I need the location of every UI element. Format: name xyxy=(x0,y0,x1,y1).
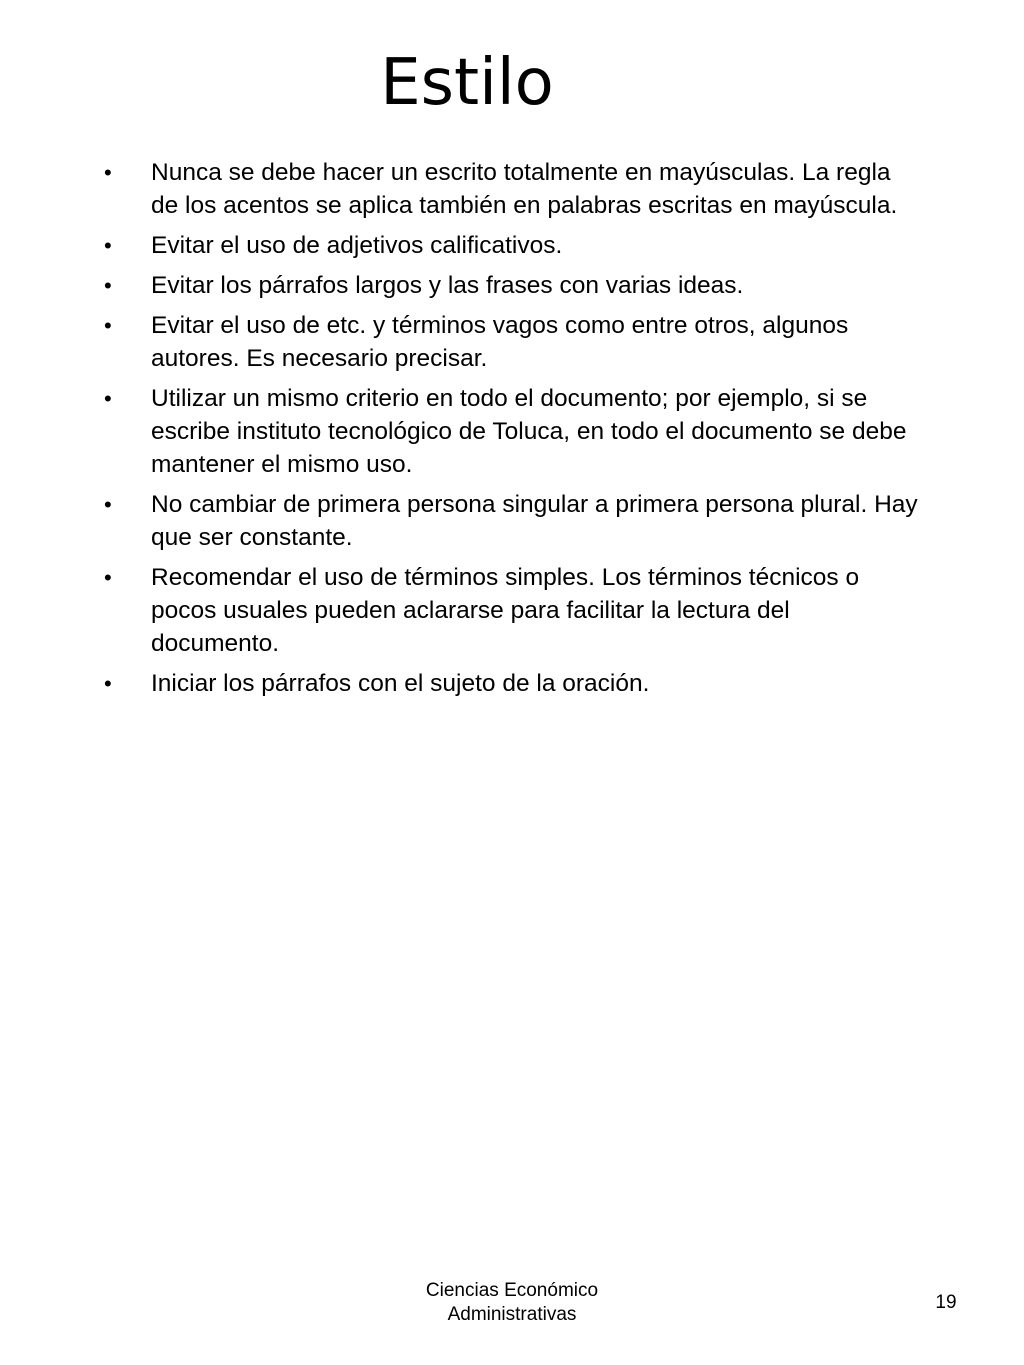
bullet-item-3 xyxy=(100,269,920,302)
footer-text xyxy=(362,1279,662,1327)
footer-line-2: Administrativas xyxy=(447,1304,577,1325)
bullet-icon: • xyxy=(104,233,112,258)
bullet-list xyxy=(100,156,920,707)
bullet-icon: • xyxy=(104,565,112,590)
bullet-icon: • xyxy=(104,492,112,517)
bullet-item-8 xyxy=(100,667,920,700)
bullet-text: Nunca se debe hacer un escrito totalmente en mayúsculas. La regla de los acentos se aplica también en palabras escritas en mayúscula. xyxy=(151,159,898,219)
bullet-icon: • xyxy=(104,160,112,185)
bullet-icon: • xyxy=(104,273,112,298)
page-number: 19 xyxy=(935,1292,957,1313)
bullet-icon: • xyxy=(104,313,112,338)
bullet-item-2 xyxy=(100,229,920,262)
bullet-text: Iniciar los párrafos con el sujeto de la oración. xyxy=(151,670,650,697)
bullet-item-7 xyxy=(100,561,920,660)
bullet-item-6 xyxy=(100,488,920,554)
bullet-text: Utilizar un mismo criterio en todo el documento; por ejemplo, si se escribe instituto tecnológico de Toluca, en todo el documento se debe mantener el mismo uso. xyxy=(151,385,907,478)
bullet-text: Evitar los párrafos largos y las frases con varias ideas. xyxy=(151,272,744,299)
bullet-icon: • xyxy=(104,671,112,696)
bullet-icon: • xyxy=(104,386,112,411)
bullet-item-1 xyxy=(100,156,920,222)
bullet-text: Evitar el uso de adjetivos calificativos. xyxy=(151,232,563,259)
footer-line-1: Ciencias Económico xyxy=(425,1280,599,1301)
slide-title: Estilo xyxy=(380,46,554,120)
bullet-text: Evitar el uso de etc. y términos vagos como entre otros, algunos autores. Es necesario precisar. xyxy=(151,312,849,372)
bullet-item-4 xyxy=(100,309,920,375)
bullet-text: Recomendar el uso de términos simples. Los términos técnicos o pocos usuales pueden aclararse para facilitar la lectura del documento. xyxy=(151,564,860,657)
bullet-text: No cambiar de primera persona singular a primera persona plural. Hay que ser constante. xyxy=(151,491,918,551)
bullet-item-5 xyxy=(100,382,920,481)
